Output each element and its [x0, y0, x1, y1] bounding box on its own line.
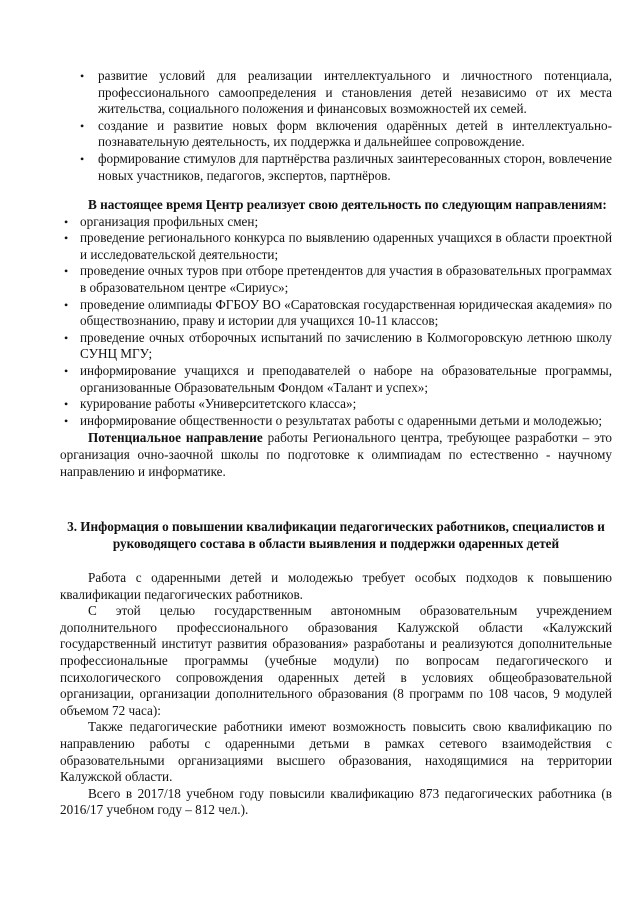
- paragraph: Также педагогические работники имеют возможность повысить свою квалификацию по направлению работы с одаренными детьми в рамках сетевого взаимодействия с образовательными организациями высшего образования, находящимися на территории Калужской области.: [60, 719, 612, 785]
- section-3-heading: 3. Информация о повышении квалификации педагогических работников, специалистов и руководящего состава в области выявления и поддержки одаренных детей: [67, 519, 605, 551]
- potential-direction-text: работы Регионального центра, требующее разработки – это организация очно-заочной школы по подготовке к олимпиадам по естественно - научному направлению и информатике.: [60, 430, 612, 479]
- directions-section: [60, 197, 612, 480]
- list-item: • создание и развитие новых форм включения одарённых детей в интеллектуально-познавательную деятельность, их поддержка и дальнейшее сопровождение.: [60, 118, 612, 151]
- list-item: • развитие условий для реализации интеллектуального и личностного потенциала, профессионального самоопределения и становления детей независимо от их места жительства, социального положения и финансовых возможностей их семей.: [60, 68, 612, 118]
- directions-intro: В настоящее время Центр реализует свою деятельность по следующим направлениям:: [88, 197, 607, 212]
- list-item: • проведение олимпиады ФГБОУ ВО «Саратовская государственная юридическая академия» по обществознанию, праву и истории для учащихся 10-11 классов;: [60, 297, 612, 330]
- paragraph: Работа с одаренными детей и молодежью требует особых подходов к повышению квалификации педагогических работников.: [60, 570, 612, 602]
- list-item: • информирование учащихся и преподавателей о наборе на образовательные программы, организованные Образовательным Фондом «Талант и успех»;: [60, 363, 612, 396]
- list-item: • курирование работы «Университетского класса»;: [60, 396, 612, 413]
- goals-list-block: [60, 68, 612, 184]
- goals-list: [60, 68, 612, 184]
- paragraph: Всего в 2017/18 учебном году повысили квалификацию 873 педагогических работника (в 2016/17 учебном году – 812 чел.).: [60, 785, 612, 818]
- potential-direction-paragraph: [60, 430, 612, 480]
- list-item: • организация профильных смен;: [60, 214, 612, 231]
- section-3-body: [60, 570, 612, 819]
- directions-list: [60, 214, 612, 430]
- potential-direction-label: Потенциальное направление: [88, 430, 263, 446]
- list-item: • информирование общественности о результатах работы с одаренными детьми и молодежью;: [60, 413, 612, 430]
- list-item: • проведение очных отборочных испытаний по зачислению в Колмогоровскую летнюю школу СУНЦ МГУ;: [60, 330, 612, 363]
- list-item: • проведение регионального конкурса по выявлению одаренных учащихся в области проектной и исследовательской деятельности;: [60, 230, 612, 263]
- paragraph: С этой целью государственным автономным образовательным учреждением дополнительного профессионального образования Калужской области «Калужский государственный институт развития образования» разработаны и реализуются дополнительные профессиональные программы (учебные модули) по вопросам педагогического и психологического сопровождения одаренных детей в условиях общеобразовательной организации, организации дополнительного образования (8 программ по 108 часов, 9 модулей объемом 72 часа):: [60, 603, 612, 718]
- list-item: • формирование стимулов для партнёрства различных заинтересованных сторон, вовлечение новых участников, педагогов, экспертов, партнёров.: [60, 151, 612, 184]
- list-item: • проведение очных туров при отборе претендентов для участия в образовательных программах в образовательном центре «Сириус»;: [60, 263, 612, 296]
